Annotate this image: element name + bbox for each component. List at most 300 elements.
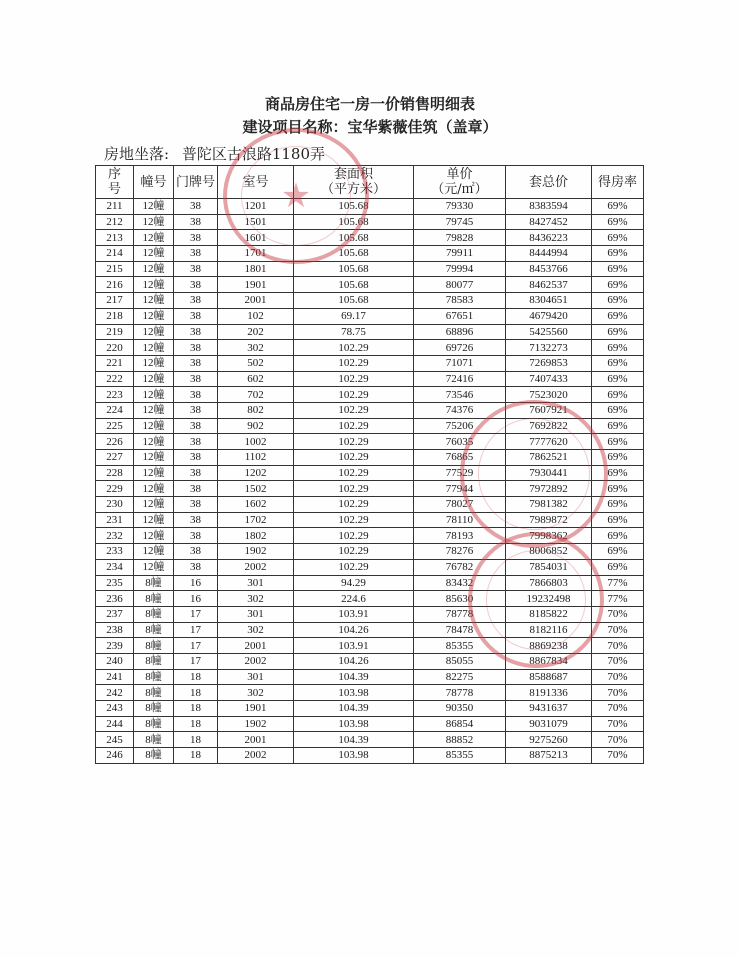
table-cell: 7407433 xyxy=(506,371,592,387)
table-cell: 12幢 xyxy=(134,559,174,575)
table-cell: 8182116 xyxy=(506,622,592,638)
table-cell: 217 xyxy=(96,293,134,309)
table-row xyxy=(96,622,644,638)
table-cell: 214 xyxy=(96,246,134,262)
table-cell: 69% xyxy=(592,512,644,528)
table-body xyxy=(96,199,644,764)
table-cell: 7607921 xyxy=(506,402,592,418)
table-cell: 79745 xyxy=(414,214,506,230)
table-cell: 239 xyxy=(96,638,134,654)
table-cell: 102.29 xyxy=(294,528,414,544)
table-cell: 7930441 xyxy=(506,465,592,481)
table-cell: 902 xyxy=(218,418,294,434)
table-cell: 69% xyxy=(592,340,644,356)
table-cell: 38 xyxy=(174,199,218,215)
table-cell: 38 xyxy=(174,214,218,230)
table-cell: 88852 xyxy=(414,732,506,748)
table-cell: 2001 xyxy=(218,293,294,309)
table-cell: 224.6 xyxy=(294,591,414,607)
table-cell: 79994 xyxy=(414,261,506,277)
table-cell: 1501 xyxy=(218,214,294,230)
table-cell: 78027 xyxy=(414,497,506,513)
table-header-row xyxy=(96,166,644,199)
table-cell: 85055 xyxy=(414,653,506,669)
location-label: 房地坐落: xyxy=(104,145,170,163)
table-cell: 70% xyxy=(592,606,644,622)
table-cell: 79911 xyxy=(414,246,506,262)
table-cell: 73546 xyxy=(414,387,506,403)
table-cell: 69% xyxy=(592,481,644,497)
table-cell: 12幢 xyxy=(134,465,174,481)
table-cell: 1802 xyxy=(218,528,294,544)
table-cell: 8006852 xyxy=(506,544,592,560)
table-cell: 1601 xyxy=(218,230,294,246)
table-cell: 71071 xyxy=(414,355,506,371)
table-cell: 102.29 xyxy=(294,481,414,497)
table-cell: 245 xyxy=(96,732,134,748)
table-row xyxy=(96,528,644,544)
table-cell: 105.68 xyxy=(294,199,414,215)
table-cell: 104.39 xyxy=(294,669,414,685)
table-cell: 102.29 xyxy=(294,512,414,528)
table-cell: 8462537 xyxy=(506,277,592,293)
table-cell: 8869238 xyxy=(506,638,592,654)
property-location xyxy=(104,143,325,164)
table-cell: 8幢 xyxy=(134,732,174,748)
table-cell: 8幢 xyxy=(134,575,174,591)
column-header: 室号 xyxy=(218,166,294,199)
table-cell: 38 xyxy=(174,387,218,403)
table-cell: 246 xyxy=(96,748,134,764)
table-cell: 70% xyxy=(592,622,644,638)
table-cell: 38 xyxy=(174,544,218,560)
table-cell: 38 xyxy=(174,434,218,450)
table-row xyxy=(96,748,644,764)
table-cell: 232 xyxy=(96,528,134,544)
table-cell: 244 xyxy=(96,716,134,732)
table-row xyxy=(96,701,644,717)
table-cell: 12幢 xyxy=(134,340,174,356)
sales-detail-table xyxy=(95,165,644,764)
table-cell: 231 xyxy=(96,512,134,528)
table-cell: 12幢 xyxy=(134,450,174,466)
table-cell: 202 xyxy=(218,324,294,340)
table-cell: 69% xyxy=(592,261,644,277)
table-cell: 240 xyxy=(96,653,134,669)
table-cell: 78193 xyxy=(414,528,506,544)
column-header: 幢号 xyxy=(134,166,174,199)
table-cell: 215 xyxy=(96,261,134,277)
table-row xyxy=(96,214,644,230)
table-cell: 69% xyxy=(592,387,644,403)
table-cell: 1801 xyxy=(218,261,294,277)
table-cell: 12幢 xyxy=(134,199,174,215)
table-cell: 2002 xyxy=(218,748,294,764)
table-cell: 78778 xyxy=(414,685,506,701)
table-cell: 102.29 xyxy=(294,465,414,481)
table-cell: 102 xyxy=(218,308,294,324)
table-cell: 12幢 xyxy=(134,214,174,230)
table-cell: 1901 xyxy=(218,277,294,293)
table-cell: 8191336 xyxy=(506,685,592,701)
table-row xyxy=(96,669,644,685)
table-cell: 9031079 xyxy=(506,716,592,732)
table-cell: 8幢 xyxy=(134,653,174,669)
table-cell: 7777620 xyxy=(506,434,592,450)
table-cell: 38 xyxy=(174,230,218,246)
table-cell: 70% xyxy=(592,732,644,748)
table-cell: 12幢 xyxy=(134,308,174,324)
table-cell: 105.68 xyxy=(294,246,414,262)
table-cell: 12幢 xyxy=(134,371,174,387)
table-cell: 7998362 xyxy=(506,528,592,544)
table-cell: 105.68 xyxy=(294,293,414,309)
table-cell: 229 xyxy=(96,481,134,497)
table-cell: 227 xyxy=(96,450,134,466)
table-cell: 38 xyxy=(174,418,218,434)
table-cell: 38 xyxy=(174,355,218,371)
table-row xyxy=(96,261,644,277)
location-value: 普陀区古浪路1180弄 xyxy=(181,145,326,163)
table-cell: 67651 xyxy=(414,308,506,324)
table-cell: 8幢 xyxy=(134,606,174,622)
table-cell: 102.29 xyxy=(294,544,414,560)
table-cell: 12幢 xyxy=(134,481,174,497)
column-header: 门牌号 xyxy=(174,166,218,199)
table-cell: 8幢 xyxy=(134,748,174,764)
table-cell: 105.68 xyxy=(294,230,414,246)
table-cell: 302 xyxy=(218,591,294,607)
table-cell: 12幢 xyxy=(134,246,174,262)
table-cell: 69% xyxy=(592,544,644,560)
table-cell: 78583 xyxy=(414,293,506,309)
table-cell: 2002 xyxy=(218,559,294,575)
table-cell: 12幢 xyxy=(134,355,174,371)
table-cell: 86854 xyxy=(414,716,506,732)
table-cell: 8453766 xyxy=(506,261,592,277)
table-cell: 702 xyxy=(218,387,294,403)
table-cell: 212 xyxy=(96,214,134,230)
table-cell: 802 xyxy=(218,402,294,418)
table-cell: 77% xyxy=(592,575,644,591)
table-cell: 8588687 xyxy=(506,669,592,685)
table-cell: 243 xyxy=(96,701,134,717)
table-row xyxy=(96,716,644,732)
table-row xyxy=(96,340,644,356)
table-cell: 38 xyxy=(174,481,218,497)
table-cell: 18 xyxy=(174,716,218,732)
table-cell: 12幢 xyxy=(134,402,174,418)
table-cell: 502 xyxy=(218,355,294,371)
table-cell: 38 xyxy=(174,559,218,575)
table-cell: 105.68 xyxy=(294,277,414,293)
table-cell: 104.26 xyxy=(294,653,414,669)
table-cell: 38 xyxy=(174,450,218,466)
table-cell: 216 xyxy=(96,277,134,293)
table-cell: 9275260 xyxy=(506,732,592,748)
table-cell: 8867834 xyxy=(506,653,592,669)
table-cell: 69% xyxy=(592,246,644,262)
table-cell: 7523020 xyxy=(506,387,592,403)
table-cell: 102.29 xyxy=(294,340,414,356)
table-cell: 69% xyxy=(592,308,644,324)
table-row xyxy=(96,402,644,418)
table-cell: 68896 xyxy=(414,324,506,340)
table-cell: 69% xyxy=(592,497,644,513)
table-row xyxy=(96,638,644,654)
table-cell: 69% xyxy=(592,324,644,340)
table-cell: 102.29 xyxy=(294,434,414,450)
table-cell: 221 xyxy=(96,355,134,371)
table-cell: 69% xyxy=(592,371,644,387)
table-cell: 223 xyxy=(96,387,134,403)
table-cell: 76865 xyxy=(414,450,506,466)
table-row xyxy=(96,481,644,497)
table-cell: 301 xyxy=(218,575,294,591)
document-title: 商品房住宅一房一价销售明细表 xyxy=(264,95,475,113)
table-cell: 1701 xyxy=(218,246,294,262)
table-cell: 8185822 xyxy=(506,606,592,622)
table-cell: 8幢 xyxy=(134,685,174,701)
table-cell: 230 xyxy=(96,497,134,513)
table-cell: 102.29 xyxy=(294,497,414,513)
table-row xyxy=(96,293,644,309)
table-cell: 102.29 xyxy=(294,418,414,434)
table-cell: 69% xyxy=(592,434,644,450)
table-row xyxy=(96,371,644,387)
table-cell: 103.91 xyxy=(294,606,414,622)
table-row xyxy=(96,559,644,575)
table-cell: 1901 xyxy=(218,701,294,717)
table-cell: 213 xyxy=(96,230,134,246)
table-cell: 69.17 xyxy=(294,308,414,324)
table-cell: 228 xyxy=(96,465,134,481)
table-cell: 69% xyxy=(592,559,644,575)
table-cell: 103.98 xyxy=(294,685,414,701)
table-cell: 18 xyxy=(174,748,218,764)
table-cell: 102.29 xyxy=(294,402,414,418)
table-row xyxy=(96,324,644,340)
table-cell: 7269853 xyxy=(506,355,592,371)
table-cell: 38 xyxy=(174,293,218,309)
table-cell: 74376 xyxy=(414,402,506,418)
table-cell: 69% xyxy=(592,230,644,246)
table-cell: 69% xyxy=(592,465,644,481)
table-row xyxy=(96,246,644,262)
table-row xyxy=(96,606,644,622)
table-cell: 226 xyxy=(96,434,134,450)
table-cell: 8383594 xyxy=(506,199,592,215)
table-cell: 102.29 xyxy=(294,450,414,466)
table-cell: 38 xyxy=(174,371,218,387)
table-cell: 12幢 xyxy=(134,512,174,528)
table-cell: 70% xyxy=(592,685,644,701)
table-cell: 18 xyxy=(174,669,218,685)
table-cell: 85355 xyxy=(414,638,506,654)
table-cell: 235 xyxy=(96,575,134,591)
table-row xyxy=(96,199,644,215)
table-cell: 38 xyxy=(174,340,218,356)
table-cell: 12幢 xyxy=(134,324,174,340)
table-cell: 69% xyxy=(592,277,644,293)
table-cell: 78778 xyxy=(414,606,506,622)
table-cell: 12幢 xyxy=(134,434,174,450)
table-cell: 38 xyxy=(174,528,218,544)
table-cell: 242 xyxy=(96,685,134,701)
table-cell: 7866803 xyxy=(506,575,592,591)
table-cell: 38 xyxy=(174,512,218,528)
table-cell: 2001 xyxy=(218,638,294,654)
table-cell: 103.98 xyxy=(294,748,414,764)
table-cell: 241 xyxy=(96,669,134,685)
table-cell: 222 xyxy=(96,371,134,387)
table-cell: 8幢 xyxy=(134,591,174,607)
table-cell: 211 xyxy=(96,199,134,215)
table-cell: 1201 xyxy=(218,199,294,215)
table-cell: 102.29 xyxy=(294,371,414,387)
table-cell: 69% xyxy=(592,355,644,371)
table-cell: 83432 xyxy=(414,575,506,591)
table-cell: 1502 xyxy=(218,481,294,497)
table-cell: 79330 xyxy=(414,199,506,215)
table-row xyxy=(96,450,644,466)
table-cell: 18 xyxy=(174,685,218,701)
table-cell: 7692822 xyxy=(506,418,592,434)
table-cell: 76782 xyxy=(414,559,506,575)
table-cell: 78478 xyxy=(414,622,506,638)
table-cell: 12幢 xyxy=(134,261,174,277)
table-cell: 69726 xyxy=(414,340,506,356)
table-cell: 8875213 xyxy=(506,748,592,764)
table-cell: 102.29 xyxy=(294,387,414,403)
table-cell: 104.39 xyxy=(294,732,414,748)
table-cell: 16 xyxy=(174,575,218,591)
table-cell: 78276 xyxy=(414,544,506,560)
table-row xyxy=(96,497,644,513)
table-cell: 80077 xyxy=(414,277,506,293)
table-cell: 1102 xyxy=(218,450,294,466)
table-cell: 301 xyxy=(218,606,294,622)
table-cell: 8427452 xyxy=(506,214,592,230)
table-cell: 38 xyxy=(174,246,218,262)
table-cell: 38 xyxy=(174,261,218,277)
table-cell: 8幢 xyxy=(134,669,174,685)
table-cell: 85630 xyxy=(414,591,506,607)
table-cell: 7972892 xyxy=(506,481,592,497)
table-cell: 69% xyxy=(592,450,644,466)
table-cell: 219 xyxy=(96,324,134,340)
table-row xyxy=(96,591,644,607)
table-cell: 225 xyxy=(96,418,134,434)
table-cell: 301 xyxy=(218,669,294,685)
star-icon: ★ xyxy=(280,176,312,216)
table-cell: 69% xyxy=(592,293,644,309)
column-header: 序 号 xyxy=(96,166,134,199)
table-cell: 237 xyxy=(96,606,134,622)
table-row xyxy=(96,277,644,293)
table-cell: 82275 xyxy=(414,669,506,685)
table-cell: 9431637 xyxy=(506,701,592,717)
table-cell: 70% xyxy=(592,748,644,764)
table-cell: 70% xyxy=(592,701,644,717)
table-row xyxy=(96,230,644,246)
table-cell: 70% xyxy=(592,638,644,654)
table-cell: 17 xyxy=(174,622,218,638)
column-header: 套总价 xyxy=(506,166,592,199)
table-cell: 102.29 xyxy=(294,559,414,575)
table-cell: 238 xyxy=(96,622,134,638)
table-cell: 105.68 xyxy=(294,261,414,277)
table-cell: 224 xyxy=(96,402,134,418)
table-cell: 18 xyxy=(174,732,218,748)
table-cell: 1602 xyxy=(218,497,294,513)
table-cell: 8444994 xyxy=(506,246,592,262)
table-cell: 38 xyxy=(174,308,218,324)
table-cell: 103.98 xyxy=(294,716,414,732)
table-cell: 104.39 xyxy=(294,701,414,717)
table-cell: 19232498 xyxy=(506,591,592,607)
table-cell: 77944 xyxy=(414,481,506,497)
table-cell: 4679420 xyxy=(506,308,592,324)
table-cell: 78110 xyxy=(414,512,506,528)
table-row xyxy=(96,418,644,434)
table-cell: 1902 xyxy=(218,544,294,560)
table-cell: 302 xyxy=(218,685,294,701)
table-cell: 8436223 xyxy=(506,230,592,246)
table-cell: 103.91 xyxy=(294,638,414,654)
table-row xyxy=(96,434,644,450)
table-cell: 38 xyxy=(174,497,218,513)
table-cell: 38 xyxy=(174,277,218,293)
table-cell: 1902 xyxy=(218,716,294,732)
table-cell: 7989872 xyxy=(506,512,592,528)
table-cell: 75206 xyxy=(414,418,506,434)
table-cell: 302 xyxy=(218,340,294,356)
table-cell: 12幢 xyxy=(134,418,174,434)
table-cell: 38 xyxy=(174,324,218,340)
project-name: 建设项目名称：宝华紫薇佳筑（盖章） xyxy=(242,118,498,136)
table-cell: 17 xyxy=(174,653,218,669)
table-cell: 5425560 xyxy=(506,324,592,340)
table-cell: 78.75 xyxy=(294,324,414,340)
table-cell: 105.68 xyxy=(294,214,414,230)
table-cell: 77% xyxy=(592,591,644,607)
table-cell: 70% xyxy=(592,716,644,732)
table-cell: 77529 xyxy=(414,465,506,481)
table-cell: 1202 xyxy=(218,465,294,481)
table-row xyxy=(96,308,644,324)
table-cell: 69% xyxy=(592,214,644,230)
table-cell: 72416 xyxy=(414,371,506,387)
table-cell: 234 xyxy=(96,559,134,575)
table-cell: 7854031 xyxy=(506,559,592,575)
table-cell: 7862521 xyxy=(506,450,592,466)
table-cell: 12幢 xyxy=(134,387,174,403)
table-cell: 38 xyxy=(174,465,218,481)
table-cell: 69% xyxy=(592,402,644,418)
table-cell: 602 xyxy=(218,371,294,387)
table-cell: 12幢 xyxy=(134,528,174,544)
table-cell: 85355 xyxy=(414,748,506,764)
table-cell: 1002 xyxy=(218,434,294,450)
table-cell: 69% xyxy=(592,418,644,434)
table-cell: 1702 xyxy=(218,512,294,528)
table-cell: 2002 xyxy=(218,653,294,669)
table-cell: 17 xyxy=(174,638,218,654)
table-row xyxy=(96,575,644,591)
table-cell: 79828 xyxy=(414,230,506,246)
table-cell: 12幢 xyxy=(134,277,174,293)
